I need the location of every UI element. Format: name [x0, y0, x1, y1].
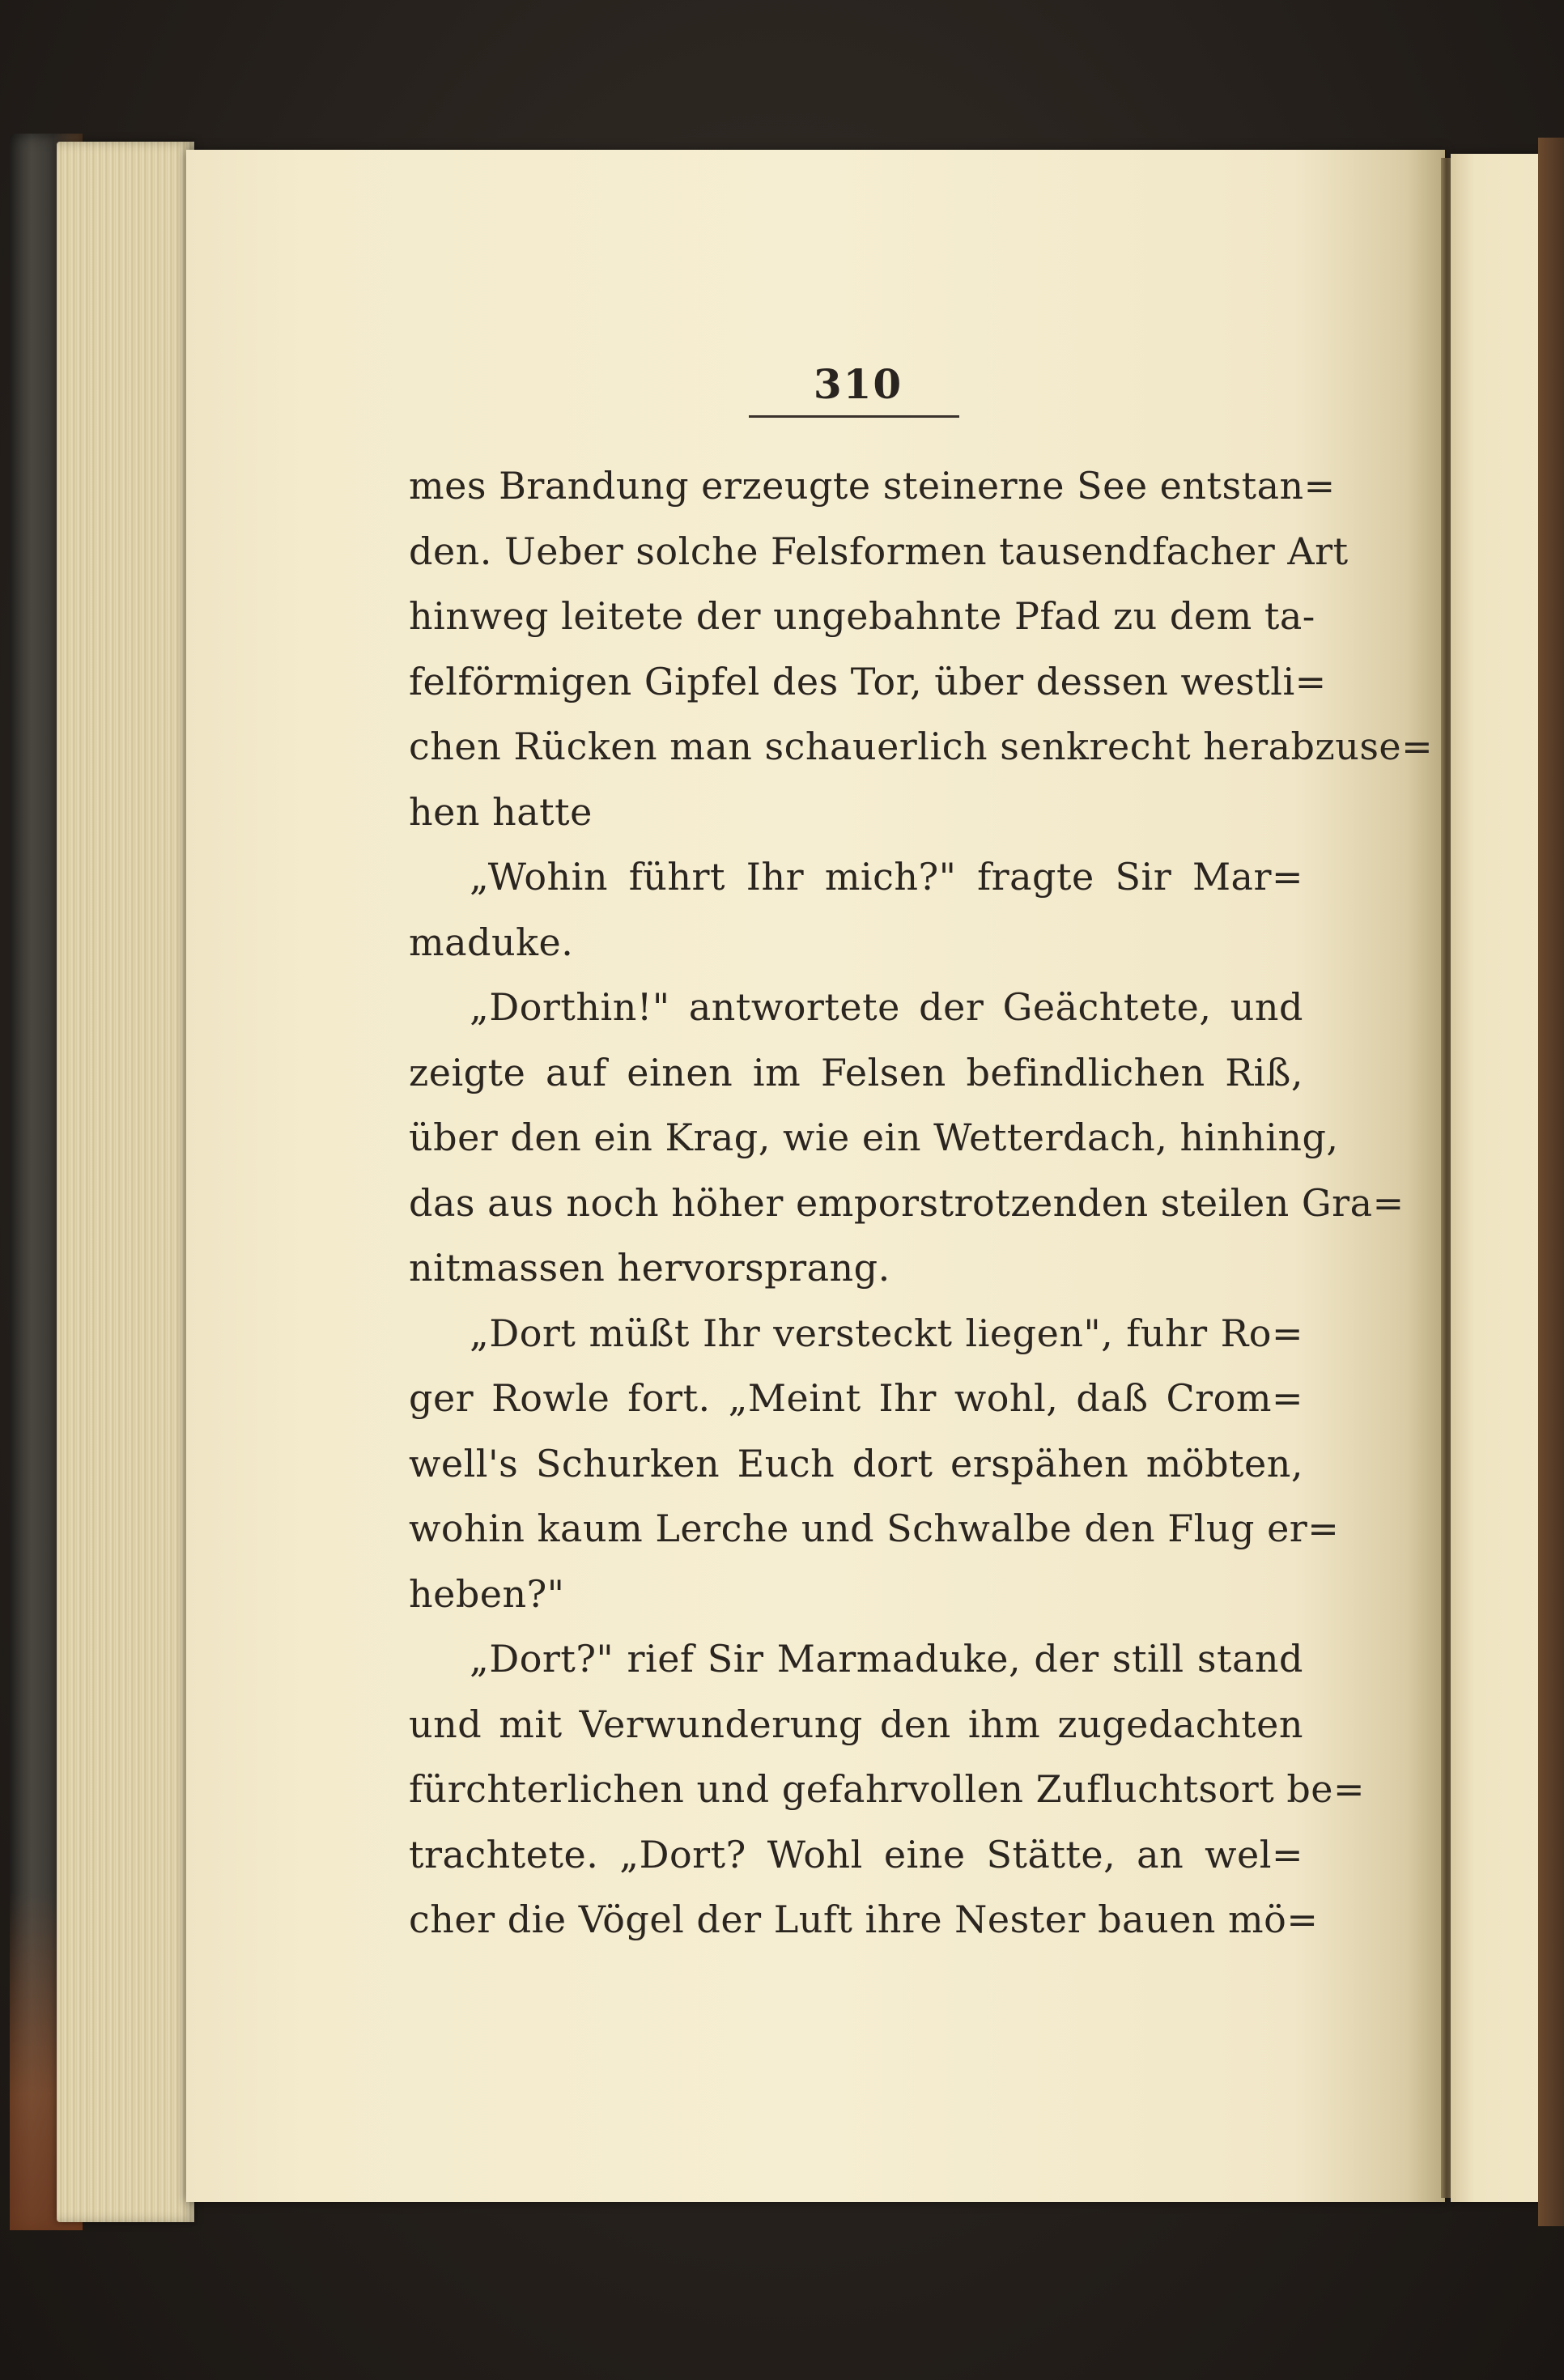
text-line: chen Rücken man schauerlich senkrecht herabzuse= — [409, 725, 1434, 768]
text-line: well's Schurken Euch dort erspähen möbten, — [409, 1441, 1303, 1485]
text-line: mes Brandung erzeugte steinerne See entstan= — [409, 464, 1336, 508]
page-number-rule — [749, 415, 959, 418]
text-line: den. Ueber solche Felsformen tausendfacher Art — [409, 529, 1349, 573]
body-text — [409, 453, 1434, 1953]
text-line: hinweg leitete der ungebahnte Pfad zu dem ta- — [409, 594, 1315, 638]
text-line: wohin kaum Lerche und Schwalbe den Flug er= — [409, 1507, 1340, 1550]
text-line: das aus noch höher emporstrotzenden steilen Gra= — [409, 1180, 1405, 1225]
text-line: zeigte auf einen im Felsen befindlichen Riß, — [409, 1050, 1303, 1094]
text-line: „Wohin führt Ihr mich?" fragte Sir Mar= — [470, 855, 1303, 899]
text-line: heben?" — [409, 1571, 565, 1616]
text-line: trachtete. „Dort? Wohl eine Stätte, an wel= — [409, 1832, 1303, 1876]
text-line: und mit Verwunderung den ihm zugedachten — [409, 1702, 1303, 1746]
text-line: fürchterlichen und gefahrvollen Zufluchtsort be= — [409, 1767, 1366, 1811]
text-line: über den ein Krag, wie ein Wetterdach, hinhing, — [409, 1116, 1339, 1159]
text-line: „Dort?" rief Sir Marmaduke, der still stand — [470, 1637, 1303, 1681]
text-line: ger Rowle fort. „Meint Ihr wohl, daß Crom= — [409, 1376, 1303, 1420]
page-edges-stack — [57, 142, 194, 2222]
text-line: „Dorthin!" antwortete der Geächtete, und — [470, 985, 1303, 1029]
book-cover-right — [1538, 138, 1564, 2226]
text-line: „Dort müßt Ihr versteckt liegen", fuhr Ro= — [470, 1311, 1303, 1355]
text-line: maduke. — [409, 920, 574, 964]
text-line: cher die Vögel der Luft ihre Nester bauen mö= — [409, 1898, 1319, 1941]
text-line: hen hatte — [409, 789, 593, 834]
next-page-sliver — [1451, 154, 1548, 2202]
page-number: 310 — [813, 360, 903, 408]
text-line: felförmigen Gipfel des Tor, über dessen westli= — [409, 659, 1327, 703]
text-line: nitmassen hervorsprang. — [409, 1246, 890, 1290]
